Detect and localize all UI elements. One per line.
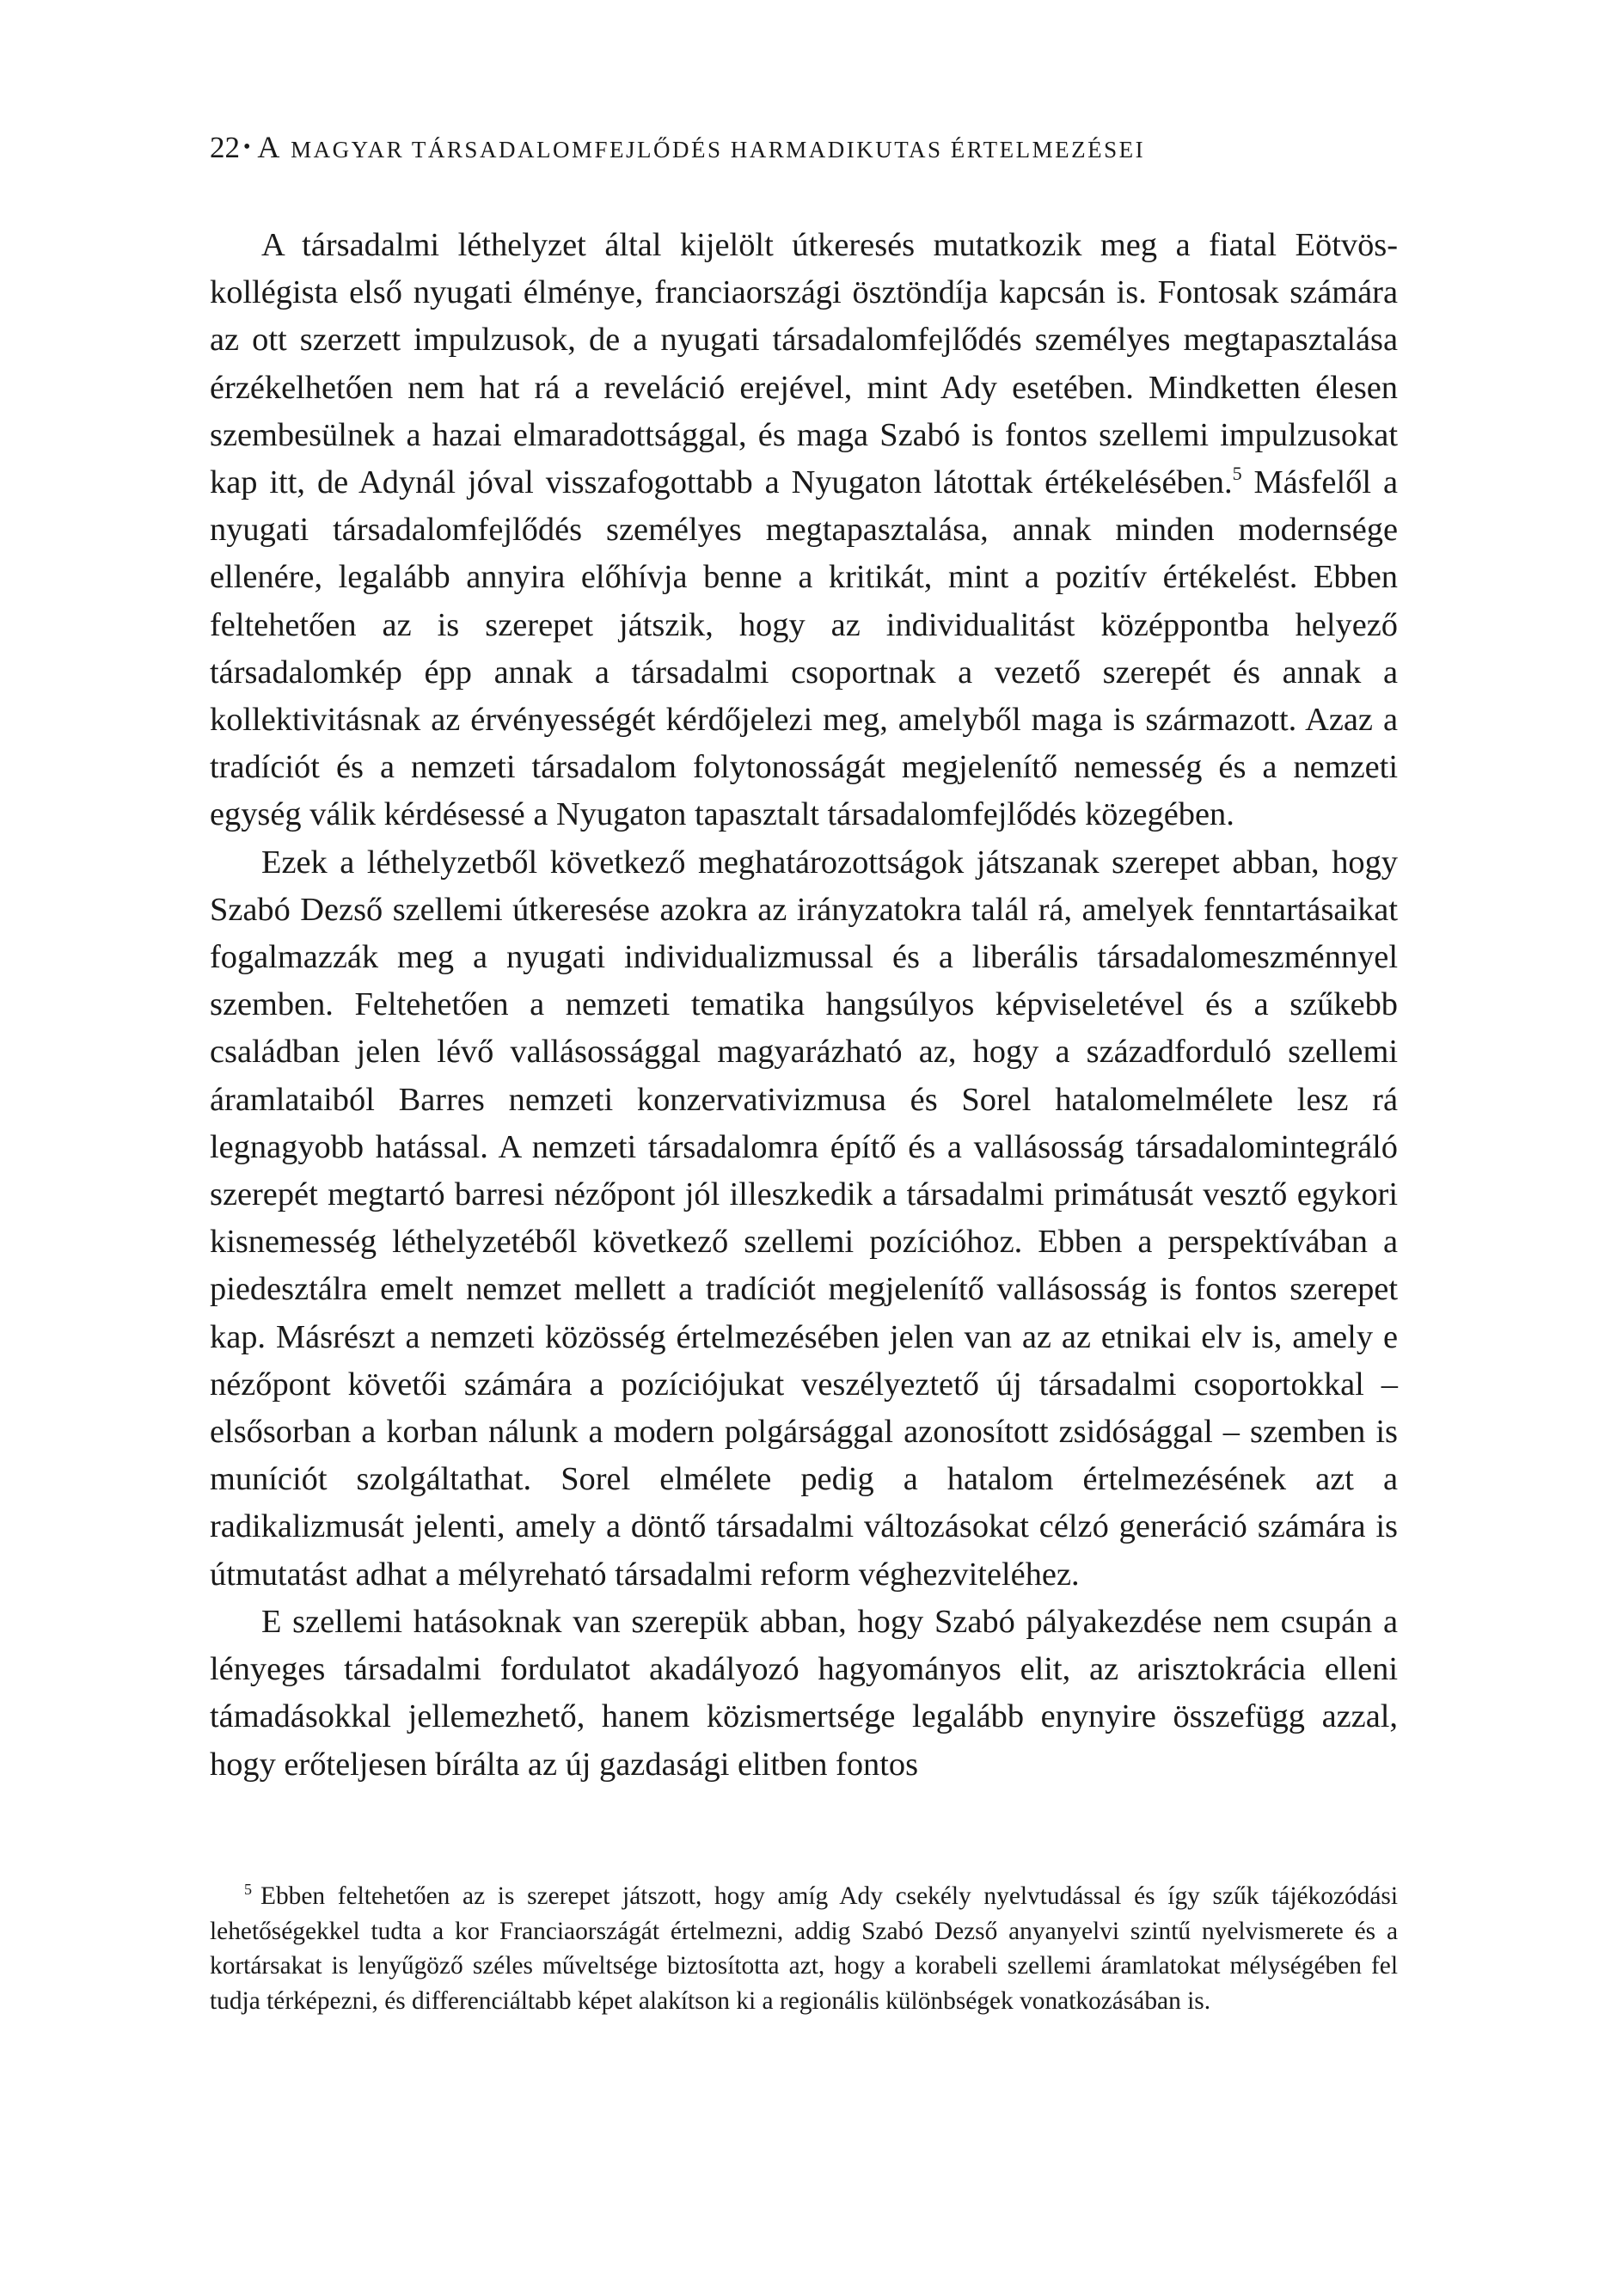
- footnote-text: Ebben feltehetően az is szerepet játszott, hogy amíg Ady csekély nyelvtudással és így szűk tájékozódási lehetőségekkel tudta a kor Franciaországát értelmezni, addig Szabó Dezső anyanyelvi szintű nyelvismerete és a kortársakat is lenyűgöző széles műveltsége biztosította azt, hogy a korabeli szellemi áramlatokat mélységében fel tudja térképezni, és differenciáltabb képet alakítson ki a regionális különbségek vonatkozásában is.: [210, 1882, 1398, 2015]
- paragraph-3: E szellemi hatásoknak van szerepük abban, hogy Szabó pályakezdése nem csupán a lényeges társadalmi fordulatot akadályozó hagyományos elit, az arisztokrácia elleni támadásokkal jellemezhető, hanem közismertsége legalább enynyire összefügg azzal, hogy erőteljesen bírálta az új gazdasági elitben fontos: [210, 1603, 1398, 1783]
- running-head: [210, 129, 1398, 165]
- footnote: [210, 1879, 1398, 2018]
- paragraph-1-part-1: A társadalmi léthelyzet által kijelölt útkeresés mutatkozik meg a fiatal Eötvöskollégista első nyugati élménye, franciaországi ösztöndíja kapcsán is. Fontosak számára az ott szerzett impulzusok, de a nyugati társadalomfejlődés személyes megtapasztalása érzékelhetően nem hat rá a reveláció erejével, mint Ady esetében. Mindketten élesen szembesülnek a hazai elmaradottsággal, és maga Szabó is fontos szellemi impulzusokat kap itt, de Adynál jóval visszafogottabb a Nyugaton látottak értékelésében.: [210, 227, 1398, 501]
- paragraph-2: Ezek a léthelyzetből következő meghatározottságok játszanak szerepet abban, hogy Szabó Dezső szellemi útkeresése azokra az irányzatokra talál rá, amelyek fenntartásaikat fogalmazzák meg a nyugati individualizmussal és a liberális társadalomeszménnyel szemben. Feltehetően a nemzeti tematika hangsúlyos képviseletével és a szűkebb családban jelen lévő vallásossággal magyarázható az, hogy a századforduló szellemi áramlataiból Barres nemzeti konzervativizmusa és Sorel hatalomelmélete lesz rá legnagyobb hatással. A nemzeti társadalomra építő és a vallásosság társadalomintegráló szerepét megtartó barresi nézőpont jól illeszkedik a társadalmi primátusát vesztő egykori kisnemesség léthelyzetéből következő szellemi pozícióhoz. Ebben a perspektívában a piedesztálra emelt nemzet mellett a tradíciót megjelenítő vallásosság is fontos szerepet kap. Másrészt a nemzeti közösség értelmezésében jelen van az az etnikai elv is, amely e nézőpont követői számára a pozíciójukat veszélyeztető új társadalmi csoportokkal – elsősorban a korban nálunk a modern polgársággal azonosított zsidósággal – szemben is muníciót szolgáltathat. Sorel elmélete pedig a hatalom értelmezésének azt a radikalizmusát jelenti, amely a döntő társadalmi változásokat célzó generáció számára is útmutatást adhat a mélyreható társadalmi reform véghezviteléhez.: [210, 844, 1398, 1593]
- page: [210, 0, 1398, 2296]
- separator-bullet: •: [243, 136, 253, 158]
- footnote-marker: 5: [244, 1881, 252, 1898]
- paragraph-1-part-2: Másfelől a nyugati társadalomfejlődés személyes megtapasztalása, annak minden modernsége ellenére, legalább annyira előhívja benne a kritikát, mint a pozitív értékelést. Ebben feltehetően az is szerepet játszik, hogy az individualitást középpontba helyező társadalomkép épp annak a társadalmi csoportnak a vezető szerepét és annak a kollektivitásnak az érvényességét kérdőjelezi meg, amelyből maga is származott. Azaz a tradíciót és a nemzeti társadalom folytonosságát megjelenítő nemesség és a nemzeti egység válik kérdésessé a Nyugaton tapasztalt társadalomfejlődés közegében.: [210, 464, 1398, 833]
- chapter-title-initial: A: [257, 130, 282, 164]
- footnote-5: [210, 1879, 1398, 2018]
- page-number: 22: [210, 131, 240, 164]
- paragraph-1: [210, 222, 1398, 839]
- chapter-title: MAGYAR TÁRSADALOMFEJLŐDÉS HARMADIKUTAS ÉRTELMEZÉSEI: [291, 137, 1146, 163]
- body-text: [210, 222, 1398, 1789]
- footnote-reference[interactable]: 5: [1232, 463, 1242, 485]
